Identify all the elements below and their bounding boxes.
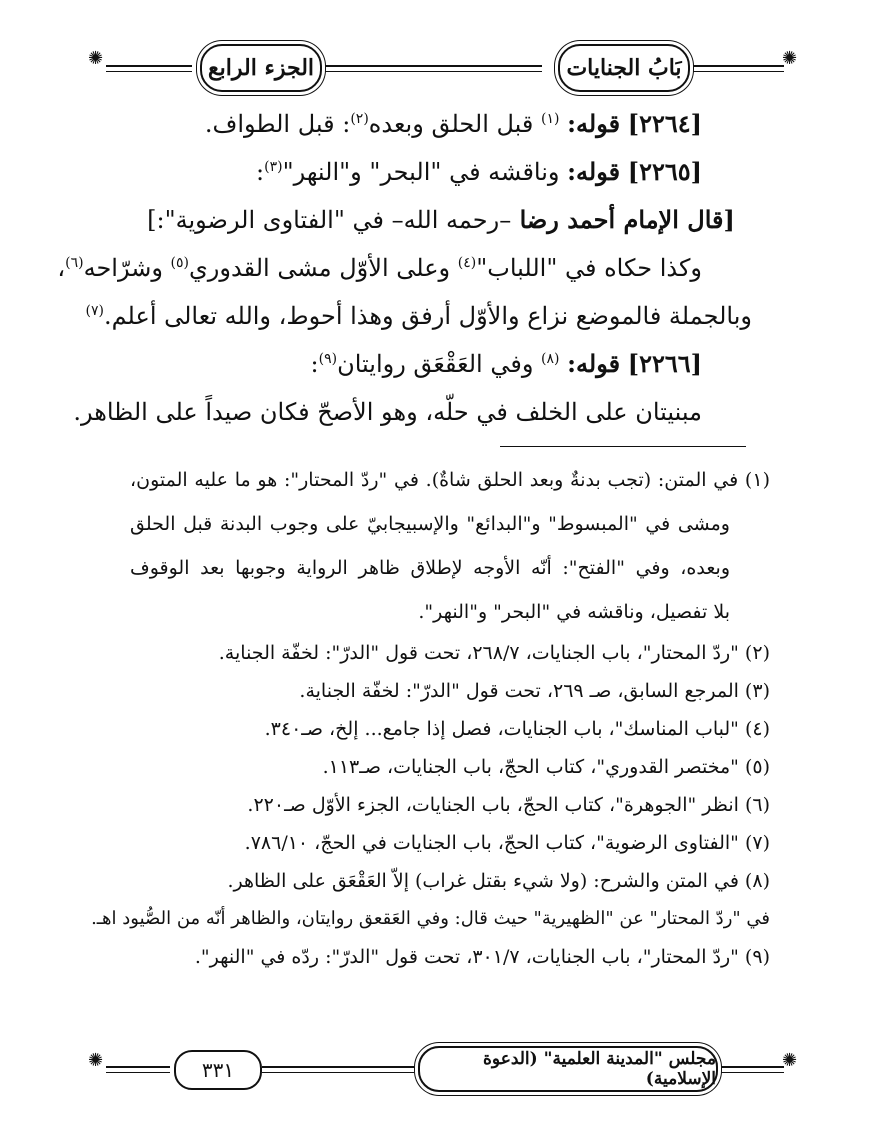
- footer-rule-left-under: [106, 1072, 170, 1073]
- footer-rule-right-under: [718, 1072, 784, 1073]
- part-title: الجزء الرابع: [200, 44, 322, 92]
- footer-rule-right: [718, 1066, 784, 1068]
- footer-rule-left: [106, 1066, 170, 1068]
- text-line-2266: [٢٢٦٦] قوله: $^{(٨)}$ وفي العَقْعَق روايتان$^{(٩)}$:: [310, 349, 702, 378]
- footnote-3: (٣) المرجع السابق، صـ ٢٦٩، تحت قول "الدرّ": لخفّة الجناية.: [299, 680, 770, 702]
- ornament-icon: ✺: [782, 48, 798, 69]
- text-line-conclusion: وبالجملة فالموضع نزاع والأوّل أرفق وهذا أحوط، والله تعالى أعلم.$^{(٧)}$: [85, 302, 752, 330]
- page-footer: [88, 1044, 798, 1094]
- text-line-2265: [٢٢٦٥] قوله: وناقشه في "البحر" و"النهر"$^{(٣)}$:: [256, 157, 702, 186]
- ornament-icon: ✺: [88, 1050, 104, 1071]
- footnote-1-line-2: ومشى في "المبسوط" و"البدائع" والإسبيجابيّ على وجوب البدنة قبل الحلق: [130, 513, 730, 535]
- ornament-icon: ✺: [782, 1050, 798, 1071]
- header-rule-left-under: [106, 71, 192, 72]
- footnote-8-line-2: في "ردّ المحتار" عن "الظهيرية" حيث قال: وفي العَقعق روايتان، والظاهر أنّه من الصُّيود اهـ.: [91, 908, 770, 929]
- footnote-7: (٧) "الفتاوى الرضوية"، كتاب الحجّ، باب الجنايات في الحجّ، ٧٨٦/١٠.: [244, 832, 770, 854]
- text-line-mabniyatan: مبنيتان على الخلف في حلّه، وهو الأصحّ فكان صيداً على الظاهر.: [73, 398, 702, 426]
- header-rule-middle-under: [320, 71, 542, 72]
- page-header: [88, 44, 798, 98]
- footnote-1-line-3: وبعده، وفي "الفتح": أنّه الأوجه لإطلاق ظاهر الرواية وجوبها بعد الوقوف: [130, 557, 730, 579]
- footnote-separator: [500, 446, 746, 447]
- footnote-5: (٥) "مختصر القدوري"، كتاب الحجّ، باب الجنايات، صـ١١٣.: [322, 756, 770, 778]
- ornament-icon: ✺: [88, 48, 104, 69]
- footer-rule-middle-under: [262, 1072, 414, 1073]
- text-line-lubab: وكذا حكاه في "اللباب"$^{(٤)}$ وعلى الأوّل مشى القدوري$^{(٥)}$ وشرّاحه$^{(٦)}$،: [57, 254, 702, 282]
- footnote-1: (١) في المتن: (تجب بدنةٌ وبعد الحلق شاةٌ). في "ردّ المحتار": هو ما عليه المتون،: [130, 469, 770, 491]
- footnotes: [91, 458, 770, 976]
- footer-rule-middle: [262, 1066, 414, 1068]
- publisher-label: مجلس "المدينة العلمية" (الدعوة الإسلامية): [418, 1046, 718, 1092]
- footnote-8: (٨) في المتن والشرح: (ولا شيء بقتل غراب) إلاّ العَقْعَق على الظاهر.: [227, 870, 770, 892]
- footnote-9: (٩) "ردّ المحتار"، باب الجنايات، ٣٠١/٧، تحت قول "الدرّ": ردّه في "النهر".: [194, 946, 770, 968]
- footnote-4: (٤) "لباب المناسك"، باب الجنايات، فصل إذا جامع... إلخ، صـ٣٤٠.: [264, 718, 770, 740]
- footnote-2: (٢) "ردّ المحتار"، باب الجنايات، ٢٦٨/٧، تحت قول "الدرّ": لخفّة الجناية.: [218, 642, 770, 664]
- header-rule-left: [106, 65, 192, 67]
- imam-quote-heading: [قال الإمام أحمد رضا –رحمه الله– في "الفتاوى الرضوية":]: [147, 205, 735, 234]
- main-text: [57, 100, 752, 436]
- chapter-title: بَابُ الجنايات: [558, 44, 690, 92]
- header-rule-middle: [320, 65, 542, 67]
- page-number: ٣٣١: [174, 1050, 262, 1090]
- footnote-6: (٦) انظر "الجوهرة"، كتاب الحجّ، باب الجنايات، الجزء الأوّل صـ٢٢٠.: [247, 794, 770, 816]
- text-line-2264: [٢٢٦٤] قوله: $^{(١)}$ قبل الحلق وبعده$^{(٢)}$: قبل الطواف.: [204, 109, 702, 138]
- footnote-1-line-4: بلا تفصيل، وناقشه في "البحر" و"النهر".: [418, 601, 730, 623]
